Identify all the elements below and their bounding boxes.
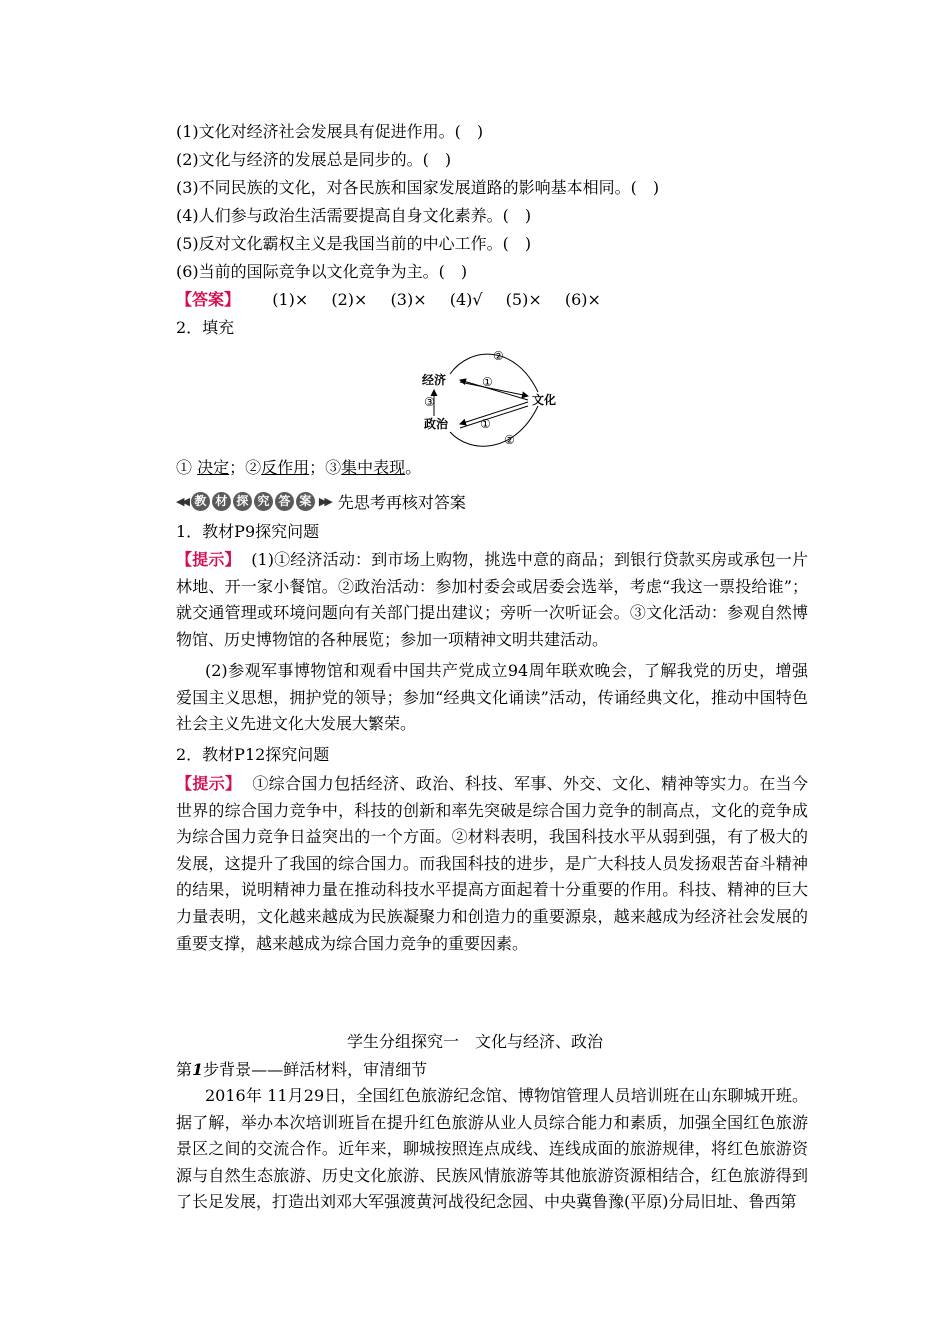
banner-char: 案 — [296, 492, 315, 511]
banner-text: 先思考再核对答案 — [337, 492, 466, 512]
relationship-diagram — [420, 344, 560, 454]
label-economy: 经济 — [422, 373, 447, 387]
fill-heading: 2．填充 — [176, 318, 235, 337]
answer-item: (5)× — [505, 290, 542, 309]
hint-label: 【提示】 — [176, 550, 241, 569]
answer-item: (1)× — [272, 290, 309, 309]
hint-label: 【提示】 — [176, 774, 242, 793]
label-n1-top: ① — [482, 375, 493, 389]
arrow-culture-economy — [460, 380, 528, 400]
banner-char: 究 — [254, 492, 273, 511]
banner-char: 探 — [233, 492, 252, 511]
fill-sep: ；③ — [309, 458, 342, 477]
judgment-item-6: (6)当前的国际竞争以文化竞争为主。( ) — [176, 262, 468, 281]
judgment-item-5: (5)反对文化霸权主义是我国当前的中心工作。( ) — [176, 234, 532, 253]
answer-line — [176, 290, 619, 310]
judgment-item-3: (3)不同民族的文化，对各民族和国家发展道路的影响基本相同。( ) — [176, 178, 660, 197]
arrow-economy-culture — [460, 382, 528, 396]
fill-marker: ① — [176, 458, 193, 477]
right-arrows-icon: ▶▶ — [318, 494, 330, 508]
line-politics-culture — [460, 406, 528, 428]
fill-answer-line — [176, 458, 421, 478]
judgment-item-2: (2)文化与经济的发展总是同步的。( ) — [176, 150, 452, 169]
answer-item: (4)√ — [449, 290, 483, 309]
label-n3: ③ — [424, 395, 435, 409]
step-number: 1 — [192, 1060, 204, 1079]
answer-item: (2)× — [331, 290, 368, 309]
arrow-culture-politics — [460, 402, 528, 424]
step-prefix: 第 — [176, 1060, 193, 1079]
q1-text-1: (1)①经济活动：到市场上购物，挑选中意的商品；到银行贷款买房或承包一片林地、开一家小餐馆。②政治活动：参加村委会或居委会选举，考虑“我这一票投给谁”；就交通管理或环境问题向有关部门提出建议；旁听一次听证会。③文化活动：参观自然博物馆、历史博物馆的各种展览；参加一项精神文明共建活动。 — [176, 550, 808, 649]
step-heading — [176, 1060, 427, 1080]
q1-heading: 1．教材P9探究问题 — [176, 522, 320, 541]
q1-paragraph-2: (2)参观军事博物馆和观看中国共产党成立94周年联欢晚会，了解我党的历史，增强爱国主义思想，拥护党的领导；参加“经典文化诵读”活动，传诵经典文化，推动中国特色社会主义先进文化大发展大繁荣。 — [176, 661, 808, 734]
answer-item: (6)× — [564, 290, 601, 309]
q2-heading: 2．教材P12探究问题 — [176, 745, 330, 764]
fill-answer-2: 反作用 — [261, 458, 310, 477]
answer-label: 【答案】 — [176, 290, 241, 309]
q1-hint-paragraph — [176, 547, 808, 653]
step-text: 步背景——鲜活材料，审清细节 — [203, 1060, 428, 1079]
answer-item: (3)× — [390, 290, 427, 309]
label-politics: 政治 — [424, 417, 449, 431]
banner-char: 教 — [191, 492, 210, 511]
left-arrows-icon: ◀◀ — [176, 494, 187, 508]
section-body: 2016年 11月29日，全国红色旅游纪念馆、博物馆管理人员培训班在山东聊城开班。据了解，举办本次培训班旨在提升红色旅游从业人员综合能力和素质，加强全国红色旅游景区之间的交流合作。近年来，聊城按照连点成线、连线成面的旅游规律，将红色旅游资源与自然生态旅游、历史文化旅游、民族风情旅游等其他旅游资源相结合，红色旅游得到了长足发展，打造出刘邓大军强渡黄河战役纪念园、中央冀鲁豫(平原)分局旧址、鲁西第 — [176, 1086, 808, 1212]
q2-text: ①综合国力包括经济、政治、科技、军事、外交、文化、精神等实力。在当今世界的综合国力竞争中，科技的创新和率先突破是综合国力竞争的制高点，文化的竞争成为综合国力竞争日益突出的一个方面。②材料表明，我国科技水平从弱到强，有了极大的发展，这提升了我国的综合国力。而我国科技的进步，是广大科技人员发扬艰苦奋斗精神的结果，说明精神力量在推动科技水平提高方面起着十分重要的作用。科技、精神的巨大力量表明，文化越来越成为民族凝聚力和创造力的重要源泉，越来越成为经济社会发展的重要支撑，越来越成为综合国力竞争的重要因素。 — [176, 774, 808, 953]
judgment-item-4: (4)人们参与政治生活需要提高自身文化素养。( ) — [176, 206, 532, 225]
label-n2-top: ② — [493, 349, 504, 363]
label-n1-bottom: ① — [480, 417, 491, 431]
fill-answer-1: 决定 — [197, 458, 230, 477]
fill-sep: ；② — [229, 458, 262, 477]
section-banner — [176, 489, 466, 513]
fill-end: 。 — [405, 458, 422, 477]
judgment-item-1: (1)文化对经济社会发展具有促进作用。( ) — [176, 122, 484, 141]
label-n2-bottom: ② — [504, 433, 515, 447]
label-culture: 文化 — [532, 393, 557, 407]
banner-char: 材 — [212, 492, 231, 511]
fill-answer-3: 集中表现 — [341, 458, 406, 477]
q2-hint-paragraph — [176, 771, 808, 957]
arc-bottom — [450, 406, 538, 446]
banner-char: 答 — [275, 492, 294, 511]
section-title: 学生分组探究一 文化与经济、政治 — [346, 1032, 603, 1051]
